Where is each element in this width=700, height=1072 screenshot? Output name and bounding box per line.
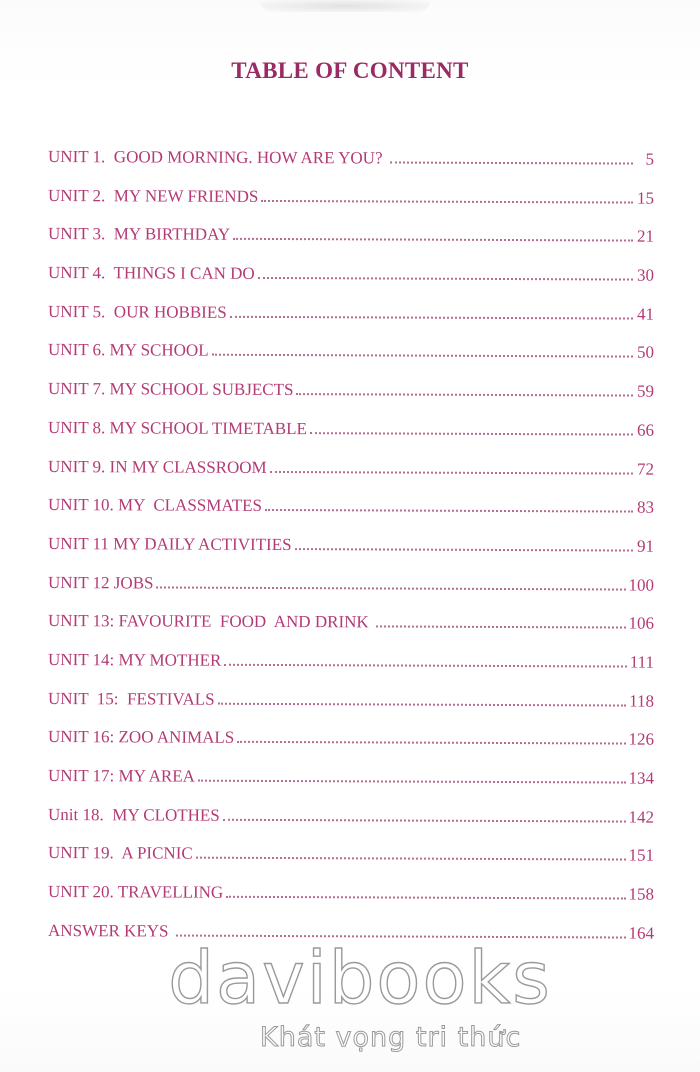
toc-entry-label: UNIT 19. A PICNIC [48,843,193,863]
toc-entry-page: 30 [636,265,655,285]
toc-entry [48,863,654,904]
toc-entry-page: 126 [628,729,655,749]
toc-entry-label: UNIT 12 JOBS [48,572,154,592]
toc-entry-page: 111 [629,652,655,672]
toc-entry [48,786,654,827]
toc-entry [48,167,654,208]
dot-leader [265,509,633,513]
dot-leader [157,586,626,590]
dot-leader [218,702,627,706]
toc-entry-label: UNIT 14: MY MOTHER [48,649,222,670]
toc-entry-page: 118 [629,690,655,710]
dot-leader [230,315,633,319]
watermark-logo [150,936,570,1053]
dot-leader [390,161,633,164]
toc-entry-label: UNIT 2. MY NEW FRIENDS [48,185,259,206]
toc-entry-label: UNIT 13: FAVOURITE FOOD AND DRINK [48,610,373,632]
toc-entry-page: 151 [628,845,655,865]
dot-leader [376,625,626,628]
toc-entry [48,438,654,479]
toc-entry [48,670,654,711]
toc-entry-label: UNIT 7. MY SCHOOL SUBJECTS [48,378,294,399]
watermark-slogan: Khát vọng tri thức [260,1022,522,1053]
toc-entry-label: UNIT 6. MY SCHOOL [48,340,209,360]
toc-entry-page: 83 [636,497,655,517]
toc-entry [48,592,654,633]
toc-entry-label: Unit 18. MY CLOTHES [48,804,220,825]
toc-entry-page: 72 [636,458,655,478]
dot-leader [270,470,633,474]
toc-entry-label: UNIT 5. OUR HOBBIES [48,301,227,322]
dot-leader [258,277,633,281]
toc-entry-label: UNIT 15: FESTIVALS [48,688,215,709]
dot-leader [226,896,625,900]
dot-leader [237,741,625,745]
toc-entry [48,360,654,401]
dot-leader [224,663,626,667]
toc-entry-page: 100 [628,574,655,594]
toc-entry-label: UNIT 4. THINGS I CAN DO [48,262,255,283]
toc-entry-page: 66 [636,420,655,440]
toc-entry-label: UNIT 3. MY BIRTHDAY [48,224,231,244]
toc-entry-label: UNIT 1. GOOD MORNING. HOW ARE YOU? [48,146,387,168]
toc-entry-page: 91 [636,536,655,556]
toc-entry [48,244,654,285]
scan-smudge [260,0,430,12]
dot-leader [295,548,633,551]
toc-entry-page: 15 [636,187,655,208]
toc-entry [48,128,654,169]
toc-entry [48,708,654,749]
table-of-contents [48,128,655,943]
watermark-brand: davibooks [168,936,552,1020]
toc-entry [48,205,654,246]
toc-entry-label: UNIT 16: ZOO ANIMALS [48,727,235,747]
toc-entry-label: UNIT 11 MY DAILY ACTIVITIES [48,533,292,554]
toc-entry [48,747,654,788]
toc-entry-label: UNIT 9. IN MY CLASSROOM [48,456,267,477]
toc-entry [48,321,654,362]
toc-entry-page: 158 [628,884,655,904]
toc-entry-page: 41 [636,304,655,324]
dot-leader [233,238,633,242]
dot-leader [261,199,633,203]
toc-entry [48,283,654,324]
toc-entry-page: 21 [636,226,655,246]
dot-leader [212,354,633,358]
dot-leader [196,857,626,861]
toc-entry-label: UNIT 8. MY SCHOOL TIMETABLE [48,417,307,438]
toc-entry-page: 164 [628,922,655,943]
dot-leader [223,818,626,822]
toc-entry-page: 5 [645,149,655,169]
toc-entry-label: UNIT 17: MY AREA [48,765,195,786]
toc-entry [48,631,654,672]
toc-entry-label: UNIT 10. MY CLASSMATES [48,494,263,515]
toc-entry-page: 134 [628,768,655,788]
toc-entry-label: UNIT 20. TRAVELLING [48,881,224,902]
toc-entry [48,399,654,440]
dot-leader [310,432,633,435]
toc-entry [48,515,654,556]
page-title: TABLE OF CONTENT [231,58,469,83]
dot-leader [296,393,633,396]
toc-entry-label: ANSWER KEYS [48,920,173,940]
toc-entry-page: 59 [636,381,655,401]
toc-entry-page: 50 [636,342,655,362]
toc-entry-page: 142 [628,806,655,827]
toc-entry-page: 106 [628,613,655,633]
toc-entry [48,476,654,517]
dot-leader [198,779,626,783]
toc-entry [48,554,654,595]
toc-entry [48,824,654,865]
